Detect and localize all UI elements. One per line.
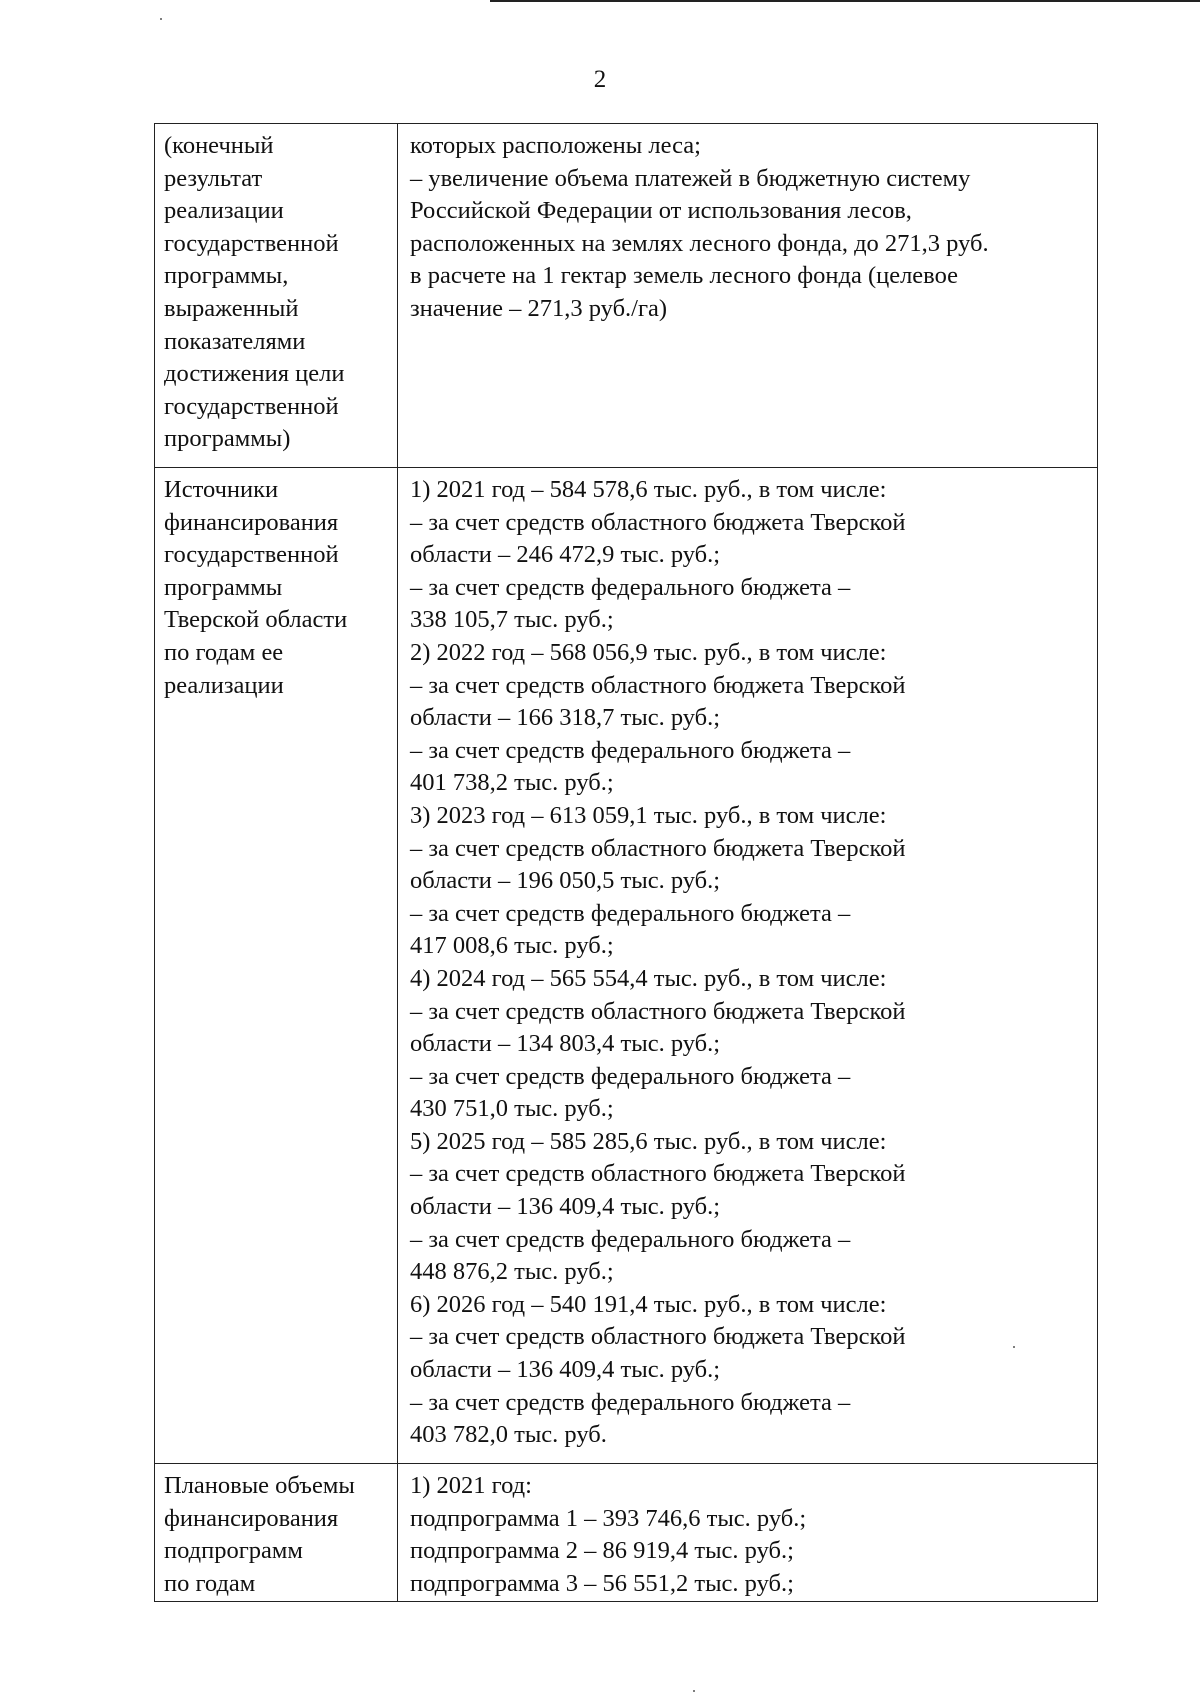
row-value-line: 5) 2025 год – 585 285,6 тыс. руб., в том числе: [410,1127,887,1155]
row-value-cell [398,1464,1098,1602]
row-value-line: – за счет средств областного бюджета Тверской [410,671,906,699]
row-label-line: Источники [164,476,279,503]
row-label-line: по годам [164,1569,256,1597]
row-label-line: Плановые объемы [164,1472,355,1499]
row-value-line: 403 782,0 тыс. руб. [410,1421,607,1449]
row-value-line: области – 134 803,4 тыс. руб.; [410,1030,721,1058]
row-value-line: в расчете на 1 гектар земель лесного фонда (целевое [410,262,959,290]
row-value-line: Российской Федерации от использования лесов, [410,197,912,225]
row-label-line: реализации [164,197,284,225]
page-number: 2 [593,66,607,93]
row-value-line: которых расположены леса; [410,132,701,159]
row-value-cell [398,468,1098,1464]
row-label-line: достижения цели [164,360,345,388]
table-row [155,1464,1098,1602]
row-label-line: финансирования [164,1504,339,1532]
row-label-line: программы, [164,262,289,290]
row-label-line: государственной [164,392,339,420]
row-value-line: 430 751,0 тыс. руб.; [410,1095,614,1123]
row-value-line: области – 136 409,4 тыс. руб.; [410,1356,721,1384]
row-value-line: 1) 2021 год: [410,1472,532,1499]
row-label-line: реализации [164,671,284,699]
row-value-line: 4) 2024 год – 565 554,4 тыс. руб., в том числе: [410,964,887,992]
row-value-line: 401 738,2 тыс. руб.; [410,769,614,797]
row-value-line: – за счет средств федерального бюджета – [410,899,851,927]
row-value-line: области – 136 409,4 тыс. руб.; [410,1193,721,1221]
row-value-line: подпрограмма 3 – 56 551,2 тыс. руб.; [410,1569,794,1597]
row-label-line: по годам ее [164,638,284,666]
table-row [155,468,1098,1464]
row-value-line: значение – 271,3 руб./га) [410,294,668,322]
row-label-line: подпрограмм [164,1537,303,1565]
row-label-line: показателями [164,327,306,355]
row-value-line: – за счет средств областного бюджета Тверской [410,834,906,862]
row-label-line: программы) [164,425,291,453]
row-value-line: подпрограмма 1 – 393 746,6 тыс. руб.; [410,1504,807,1532]
row-label-line: результат [164,164,263,192]
row-label-line: государственной [164,229,339,257]
row-value-line: – за счет средств федерального бюджета – [410,1388,851,1416]
passport-table [154,123,1098,1602]
row-value-line: области – 166 318,7 тыс. руб.; [410,704,721,732]
row-value-line: – за счет средств федерального бюджета – [410,736,851,764]
row-label-line: государственной [164,541,339,569]
row-label-line: Тверской области [164,606,348,634]
row-value-line: – за счет средств федерального бюджета – [410,1062,851,1090]
row-value-line: – за счет средств областного бюджета Тверской [410,1323,906,1351]
row-label-line: программы [164,573,283,601]
scan-speck [1013,1346,1015,1348]
scan-edge-line [490,0,1200,2]
row-value-line: – за счет средств федерального бюджета – [410,573,851,601]
row-value-line: 338 105,7 тыс. руб.; [410,606,614,634]
row-label-cell [155,468,398,1464]
row-value-line: 448 876,2 тыс. руб.; [410,1258,614,1286]
row-value-line: области – 246 472,9 тыс. руб.; [410,541,721,569]
row-value-line: 6) 2026 год – 540 191,4 тыс. руб., в том числе: [410,1290,887,1318]
scan-speck [160,18,162,20]
row-value-line: – за счет средств областного бюджета Тверской [410,1160,906,1188]
table-row [155,124,1098,468]
row-label-cell [155,124,398,468]
row-value-line: – за счет средств федерального бюджета – [410,1225,851,1253]
row-value-line: области – 196 050,5 тыс. руб.; [410,867,721,895]
row-value-line: подпрограмма 2 – 86 919,4 тыс. руб.; [410,1537,794,1565]
row-value-line: – увеличение объема платежей в бюджетную систему [410,164,971,192]
row-value-line: 2) 2022 год – 568 056,9 тыс. руб., в том числе: [410,638,887,666]
row-value-line: – за счет средств областного бюджета Тверской [410,508,906,536]
row-label-line: (конечный [164,132,274,159]
row-value-line: 1) 2021 год – 584 578,6 тыс. руб., в том числе: [410,476,887,503]
row-value-line: расположенных на землях лесного фонда, до 271,3 руб. [410,229,989,257]
row-value-line: – за счет средств областного бюджета Тверской [410,997,906,1025]
row-label-line: выраженный [164,294,299,322]
row-value-line: 417 008,6 тыс. руб.; [410,932,614,960]
row-label-cell [155,1464,398,1602]
scan-speck [693,1690,695,1692]
row-value-line: 3) 2023 год – 613 059,1 тыс. руб., в том числе: [410,801,887,829]
row-label-line: финансирования [164,508,339,536]
row-value-cell [398,124,1098,468]
